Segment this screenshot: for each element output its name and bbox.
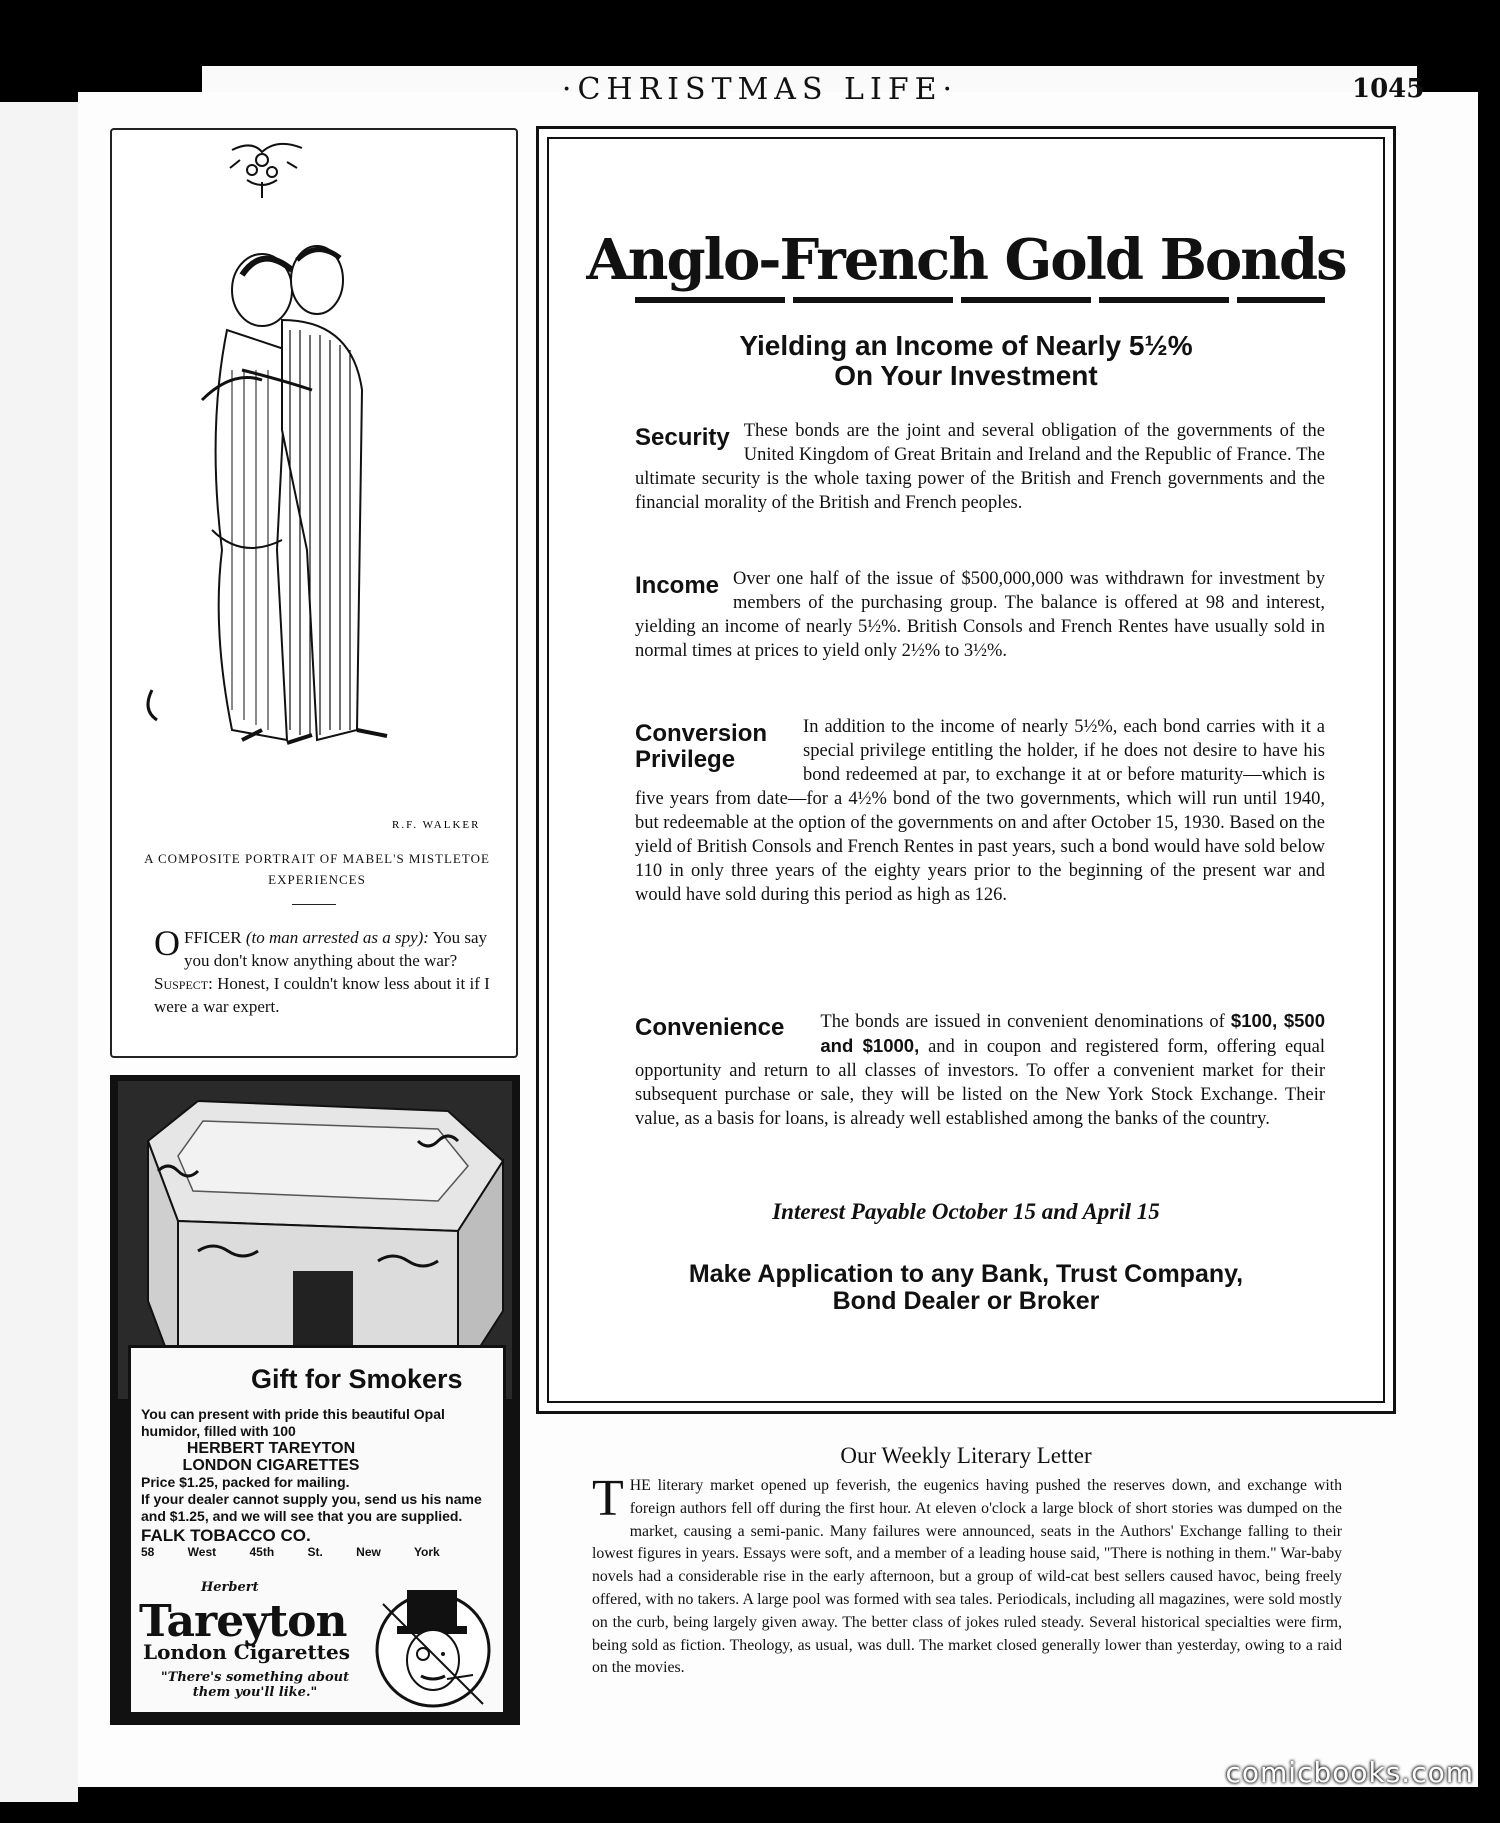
literary-letter-title: Our Weekly Literary Letter — [840, 1443, 1092, 1468]
apply-line1: Make Application to any Bank, Trust Company, — [688, 1260, 1244, 1288]
bond-ad-inner-border — [547, 137, 1385, 1403]
cartoon-panel — [110, 128, 518, 1058]
ad-address — [141, 1544, 501, 1561]
conversion-heading-line1: Conversion — [635, 720, 768, 747]
income-section — [635, 567, 1325, 663]
ad-product-line1: HERBERT TAREYTON — [186, 1440, 356, 1457]
conversion-heading-line2: Privilege — [635, 746, 736, 773]
bond-title: Anglo-French Gold Bonds — [586, 227, 1346, 293]
income-heading: Income — [635, 572, 720, 599]
income-text: Over one half of the issue of $500,000,000 was withdrawn for investment by members of the purchasing group. The balance is offered at 98 and interest, yielding an income of nearly 5½%. British Consols and French Rentes have usually sold in normal times at prices to yield only 2½% to 3½%. — [635, 569, 1325, 661]
bond-advertisement — [536, 126, 1396, 1414]
brand-logo: Tareyton — [139, 1596, 347, 1647]
ad-body-text: You can present with pride this beautiful Opal humidor, filled with 100 — [141, 1406, 445, 1439]
brand-subtitle: London Cigarettes — [143, 1640, 350, 1664]
literary-letter-text: HE literary market opened up feverish, the eugenics having pushed the reserves down, and exchange with foreign authors fell off during the first hour. At eleven o'clock a large block of short stories was dumped on the market, causing a semi-panic. Many failures were announced, seats in the Authors' Exchange falling to their lowest figures in years. Essays were soft, and a member of a leading house said, "There is nothing in them." War-baby novels had a considerable rise in the early afternoon, but a group of wild-cat best sellers caused havoc, being freely offered, with no takers. A large pool was formed with sea tales. Periodicals, including all magazines, were sold mostly on the curb, being largely given away. The better class of jokes ruled steady. Several historical specialties were firm, being sold as fiction. Theology, as usual, was dull. The market closed generally lower than yesterday, owing to a raid on the movies. — [592, 1477, 1342, 1677]
brand-tagline: "There's something about them you'll like." — [160, 1670, 350, 1700]
apply-line2: Bond Dealer or Broker — [832, 1287, 1100, 1315]
artist-signature: R.F. WALKER — [392, 819, 481, 831]
convenience-heading: Convenience — [635, 1014, 785, 1041]
security-text: These bonds are the joint and several obligation of the governments of the United Kingdom of Great Britain and Ireland and the Republic of France. The ultimate security is the whole taxing power of the British and French governments and the financial morality of the British and French peoples. — [635, 421, 1325, 513]
joke-suspect-line: Honest, I couldn't know less about it if I were a war expert. — [154, 974, 490, 1016]
joke-dropcap: O — [154, 923, 180, 963]
literary-dropcap: T — [592, 1470, 624, 1527]
apply-line — [549, 1261, 1383, 1315]
security-heading: Security — [635, 424, 730, 451]
joke-suspect: Suspect: — [154, 974, 213, 993]
bond-subtitle-line1: Yielding an Income of Nearly 5½% — [739, 330, 1193, 361]
previous-page-edge — [0, 102, 78, 1802]
joke-officer: FFICER — [184, 928, 242, 947]
ad-address-street: 58 West 45th St. — [141, 1545, 323, 1559]
watermark: comicbooks.com — [1225, 1756, 1474, 1789]
conversion-section — [635, 715, 1325, 907]
joke-text — [154, 923, 494, 1018]
top-hat-man-icon — [363, 1584, 503, 1708]
joke-stage-direction: (to man arrested as a spy): — [245, 928, 429, 947]
ad-dealer-note: If your dealer cannot supply you, send us his name and $1.25, and we will see that you are supplied. — [141, 1491, 482, 1524]
ad-headline: Gift for Smokers — [251, 1364, 463, 1394]
mistletoe-icon — [230, 144, 302, 198]
convenience-text-b: and in coupon and registered form, offering equal opportunity and return to all classes of investors. To offer a convenient market for their subsequent purchase or sale, they will be listed on the New York Stock Exchange. Their value, as a basis for loans, is already well established among the banks of the country. — [635, 1037, 1326, 1129]
mistletoe-couple-illustration — [112, 130, 520, 850]
caption-divider — [292, 904, 336, 905]
brand-herbert: Herbert — [201, 1580, 259, 1595]
interest-line: Interest Payable October 15 and April 15 — [772, 1199, 1160, 1224]
bond-subtitle — [549, 331, 1383, 391]
ad-company: FALK TOBACCO CO. — [141, 1526, 311, 1545]
conversion-heading — [635, 721, 767, 773]
running-head: ·CHRISTMAS LIFE· — [561, 72, 959, 107]
ad-price: Price $1.25, packed for mailing. — [141, 1474, 350, 1490]
literary-letter-body — [592, 1470, 1342, 1680]
title-underline — [635, 297, 1325, 305]
convenience-amounts: $100, $500 and $1000, — [820, 1010, 1325, 1056]
joke-officer-line: You say you don't know anything about the war? — [184, 928, 488, 970]
ad-product-line2: LONDON CIGARETTES — [182, 1457, 360, 1474]
page-number: 1045 — [1352, 74, 1425, 104]
tareyton-ad-panel — [128, 1345, 506, 1715]
security-section — [635, 419, 1325, 515]
ad-body — [141, 1406, 501, 1561]
convenience-section — [635, 1009, 1325, 1131]
tareyton-advertisement — [110, 1075, 520, 1725]
convenience-text-a: The bonds are issued in convenient denominations of — [820, 1012, 1225, 1032]
cartoon-caption: A COMPOSITE PORTRAIT OF MABEL'S MISTLETOE EXPERIENCES — [144, 851, 490, 887]
bond-subtitle-line2: On Your Investment — [834, 360, 1098, 391]
conversion-text: In addition to the income of nearly 5½%, each bond carries with it a special privilege entitling the holder, if he does not desire to have his bond redeemed at par, to exchange it at or before maturity—which is five years from date—for a 4½% bond of the two governments, which will run until 1940, but redeemable at the option of the governments on and after October 15, 1930. Based on the yield of British Consols and French Rentes in past years, such a bond would have sold below 110 in only three years of the eighty years prior to the beginning of the present war and would have sold during this period as high as 126. — [635, 717, 1325, 905]
ad-address-city: New York — [356, 1545, 440, 1559]
